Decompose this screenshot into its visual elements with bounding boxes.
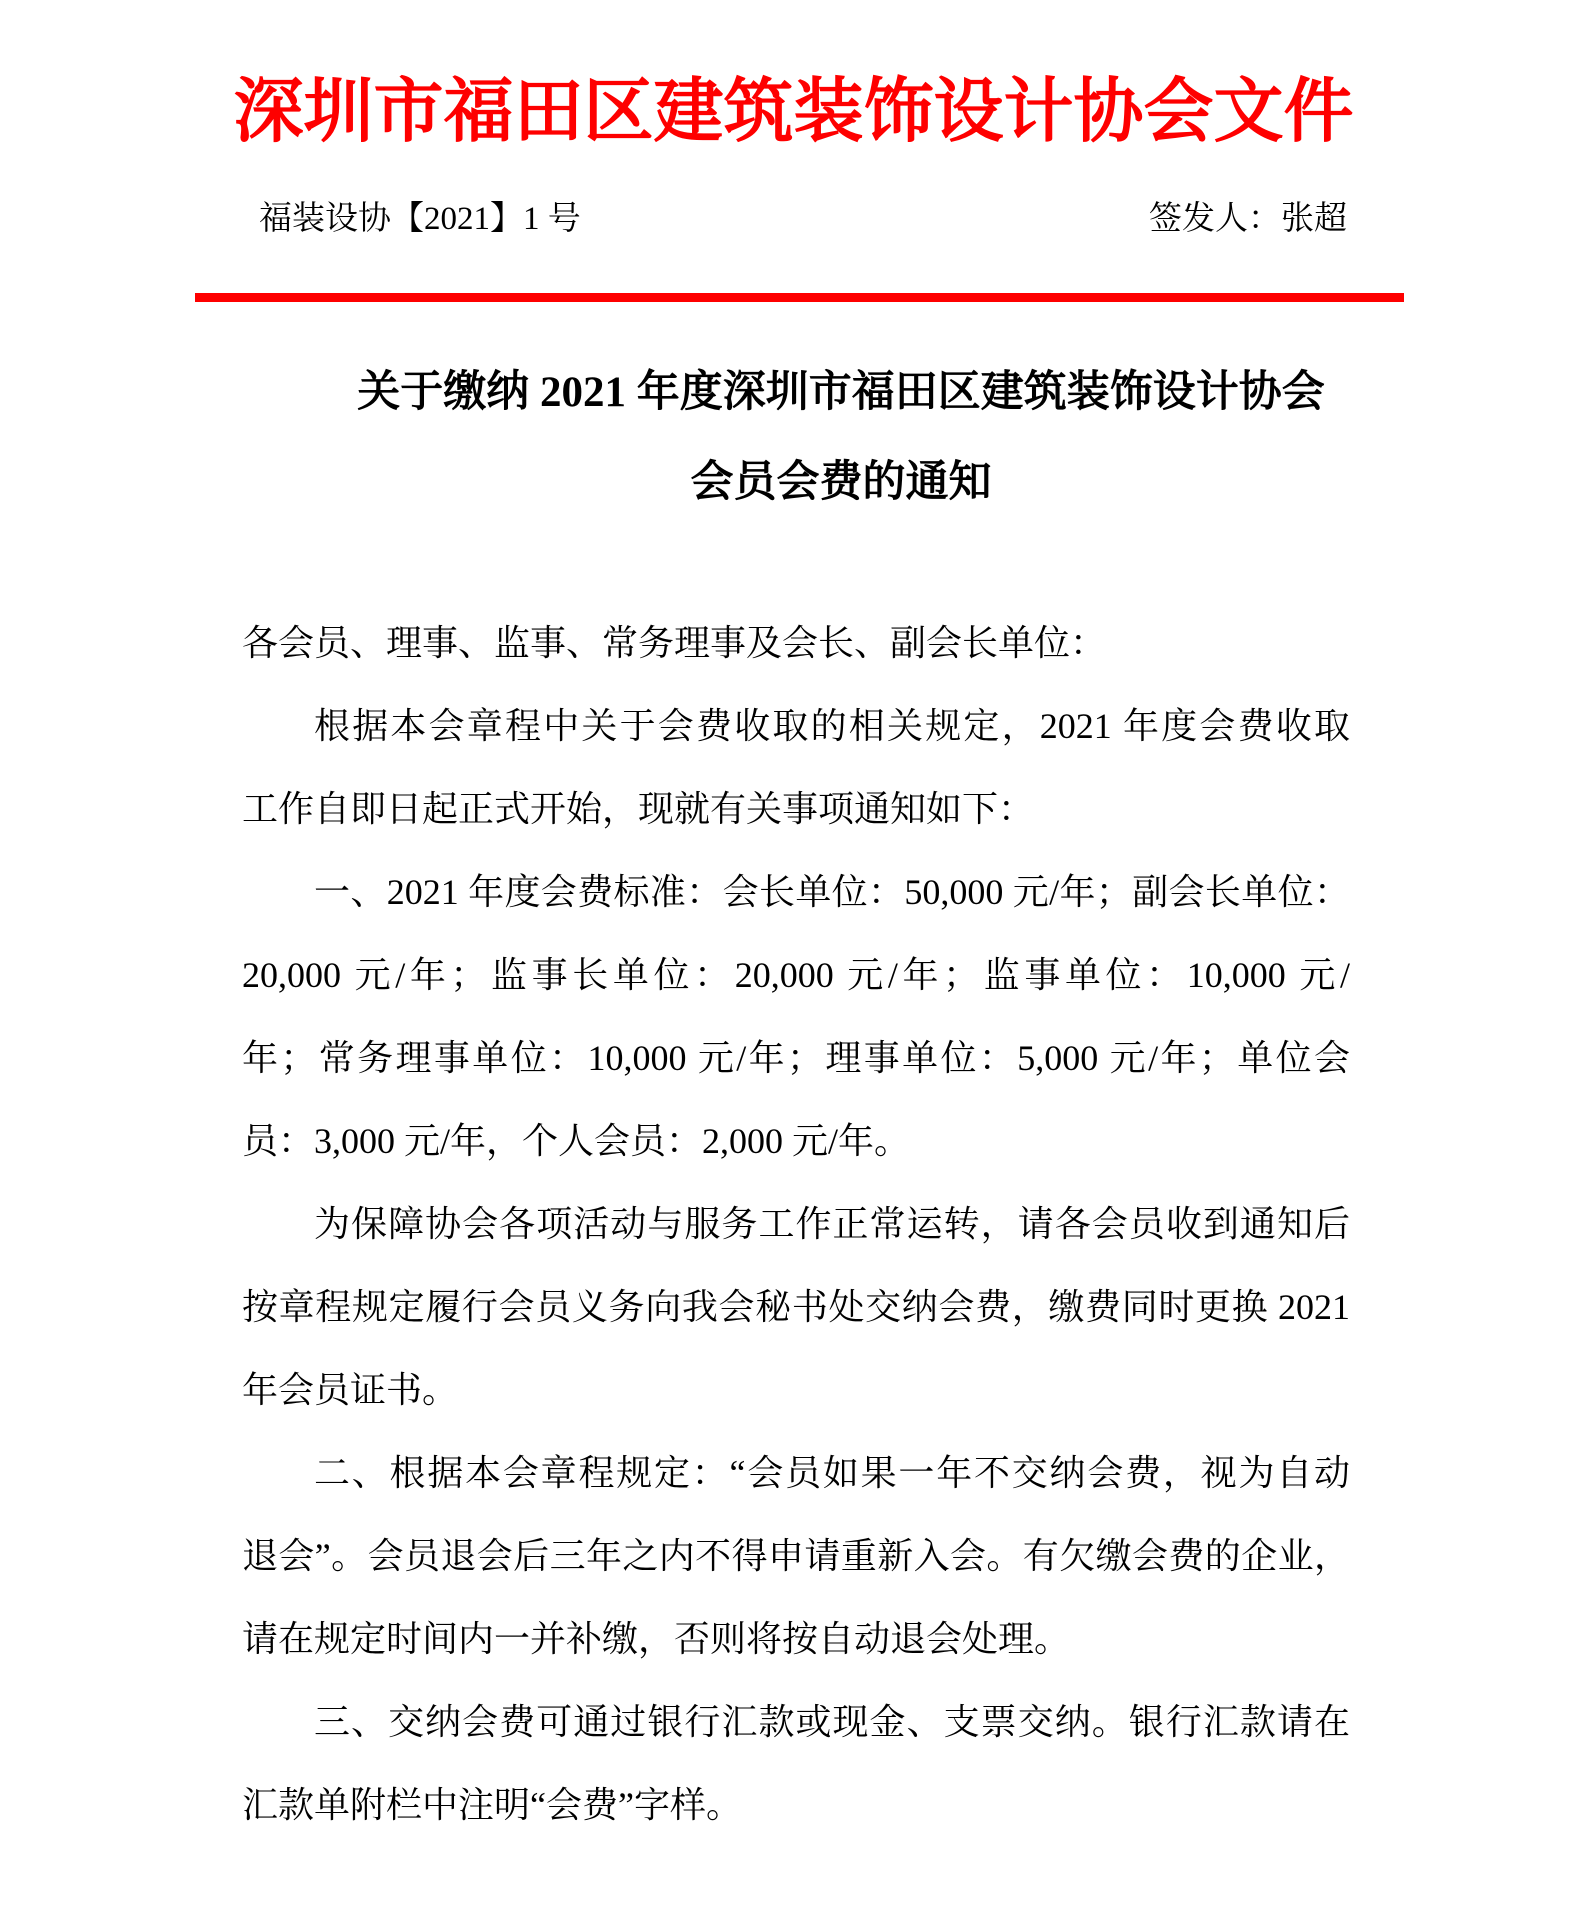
red-divider-line xyxy=(195,293,1404,302)
org-masthead-title: 深圳市福田区建筑装饰设计协会文件 xyxy=(233,74,1354,151)
body-line: 二、根据本会章程规定：“会员如果一年不交纳会费，视为自动 xyxy=(314,1453,1350,1493)
body-line: 20,000 元/年；监事长单位：20,000 元/年；监事单位：10,000 元/ xyxy=(242,955,1350,995)
body-line: 为保障协会各项活动与服务工作正常运转，请各会员收到通知后 xyxy=(314,1204,1350,1244)
body-line: 三、交纳会费可通过银行汇款或现金、支票交纳。银行汇款请在 xyxy=(314,1702,1350,1742)
body-line: 请在规定时间内一并补缴，否则将按自动退会处理。 xyxy=(242,1619,1071,1659)
body-line: 年会员证书。 xyxy=(242,1370,459,1410)
doc-number: 福装设协【2021】1 号 xyxy=(259,201,581,237)
body-line: 退会”。会员退会后三年之内不得申请重新入会。有欠缴会费的企业， xyxy=(242,1536,1350,1576)
issuer-name: 签发人：张超 xyxy=(1149,201,1347,237)
body-line: 一、2021 年度会费标准：会长单位：50,000 元/年；副会长单位： xyxy=(314,872,1350,912)
body-line: 汇款单附栏中注明“会费”字样。 xyxy=(242,1785,742,1825)
body-line: 按章程规定履行会员义务向我会秘书处交纳会费，缴费同时更换 2021 xyxy=(242,1287,1350,1327)
notice-title-line2: 会员会费的通知 xyxy=(690,459,992,506)
body-line: 工作自即日起正式开始，现就有关事项通知如下： xyxy=(242,789,1035,829)
doc-info-row xyxy=(259,198,1347,240)
body-line: 员：3,000 元/年，个人会员：2,000 元/年。 xyxy=(242,1121,911,1161)
notice-title xyxy=(95,348,1587,528)
body-line: 根据本会章程中关于会费收取的相关规定，2021 年度会费收取 xyxy=(314,706,1350,746)
body-line: 年；常务理事单位：10,000 元/年；理事单位：5,000 元/年；单位会 xyxy=(242,1038,1350,1078)
body-line: 各会员、理事、监事、常务理事及会长、副会长单位： xyxy=(242,623,1107,663)
notice-title-line1: 关于缴纳 2021 年度深圳市福田区建筑装饰设计协会 xyxy=(357,369,1325,416)
document-body xyxy=(242,602,1350,1847)
